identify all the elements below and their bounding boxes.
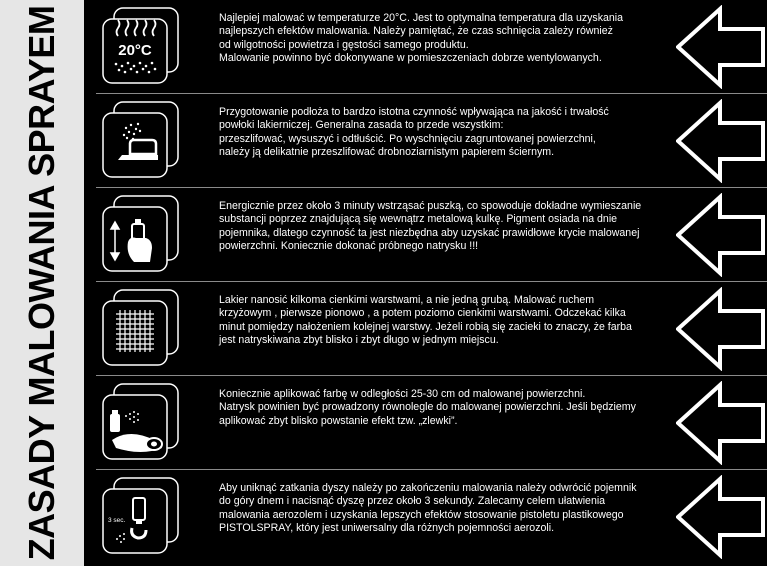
rule-row-nozzle-cleaning (84, 470, 767, 564)
upside-down-can-icon (100, 476, 182, 558)
arrow-left-icon (676, 381, 766, 465)
arrow-left-icon (676, 193, 766, 277)
shake-can-icon (100, 194, 182, 276)
rule-row-distance (84, 376, 767, 470)
arrow-left-icon (676, 5, 766, 89)
rule-text: Aby uniknąć zatkania dyszy należy po zakończeniu malowania należy odwrócić pojemnik do góry dnem i nacisnąć dyszę przez około 3 sekundy. Zalecamy celem ułatwienia malowania aerozolem i uzyskania lepszych efektów stosowanie pistoletu plastikowego PISTOLSPRAY, który jest uniwersalny dla różnych pojemności aerozoli. (219, 482, 637, 534)
page-title: ZASADY MALOWANIA SPRAYEM (21, 5, 62, 561)
rule-row-shake (84, 188, 767, 282)
spray-distance-icon (100, 382, 182, 464)
rule-text: Przygotowanie podłoża to bardzo istotna czynność wpływająca na jakość i trwałość powłoki lakierniczej. Generalna zasada to przede wszystkim: przeszlifować, wysuszyć i odtłuścić. Po wyschnięciu zagruntowanej powierzchni, należy ją delikatnie przeszlifować drobnoziarnistym papierem ściernym. (219, 106, 609, 158)
rule-text: Koniecznie aplikować farbę w odległości 25-30 cm od malowanej powierzchni. Natrysk powinien być prowadzony równolegle do malowanej powierzchni. Jeśli będziemy aplikować zbyt blisko powstanie efekt tzw. „zlewki”. (219, 388, 636, 427)
rule-row-surface-prep (84, 94, 767, 188)
rule-row-layers (84, 282, 767, 376)
temperature-icon (100, 6, 182, 88)
sidebar (0, 0, 84, 566)
rule-row-temperature (84, 0, 767, 94)
arrow-left-icon (676, 287, 766, 371)
sanding-icon (100, 100, 182, 182)
cross-layers-icon (100, 288, 182, 370)
rule-text: Energicznie przez około 3 minuty wstrząsać puszką, co spowoduje dokładne wymieszanie substancji poprzez znajdującą się wewnątrz metalową kulkę. Pigment osiada na dnie pojemnika, dlatego czynność ta jest niezbędna aby uzyskać prawidłowe krycie malowanej powierzchni. Koniecznie dokonać próbnego natrysku !!! (219, 200, 642, 252)
arrow-left-icon (676, 99, 766, 183)
duration-label: 3 sec. (108, 517, 126, 524)
rule-text: Lakier nanosić kilkoma cienkimi warstwami, a nie jedną grubą. Malować ruchem krzyżowym , pierwsze pionowo , a potem poziomo cienkimi warstwami. Odczekać kilka minut pomiędzy nałożeniem kolejnej warstwy. Jeżeli robią się zacieki to znaczy, że farba jest natryskiwana zbyt blisko i zbyt długo w jednym miejscu. (219, 294, 632, 346)
temperature-label: 20°C (118, 42, 152, 59)
rule-text: Najlepiej malować w temperaturze 20°C. Jest to optymalna temperatura dla uzyskania najlepszych efektów malowania. Należy pamiętać, że czas schnięcia zależy również od wilgotności powietrza i gęstości samego produktu. Malowanie powinno być dokonywane w pomieszczeniach dobrze wentylowanych. (219, 12, 624, 64)
arrow-left-icon (676, 475, 766, 559)
